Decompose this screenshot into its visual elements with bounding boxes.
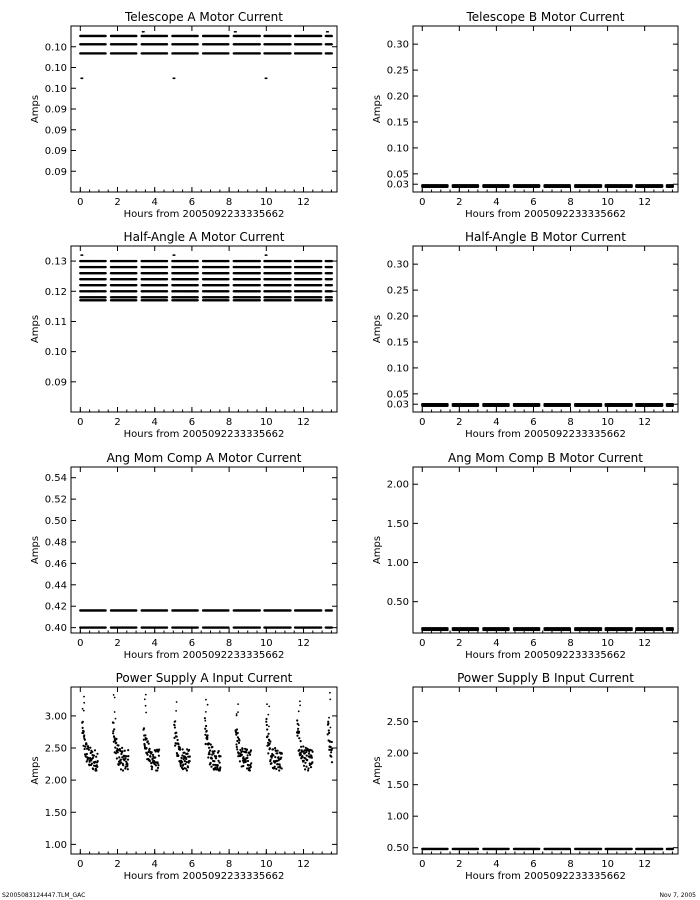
data-point xyxy=(197,266,199,268)
plot-frame xyxy=(413,246,678,412)
data-point xyxy=(331,284,333,286)
data-point xyxy=(331,272,333,274)
data-point xyxy=(166,284,168,286)
data-point xyxy=(135,266,137,268)
x-tick-label: 12 xyxy=(638,197,652,208)
y-tick-label: 0.54 xyxy=(44,473,67,485)
data-point xyxy=(320,260,322,262)
data-point xyxy=(507,405,509,407)
data-point xyxy=(259,266,261,268)
data-point xyxy=(331,290,333,292)
data-point xyxy=(135,284,137,286)
data-point xyxy=(174,254,176,256)
x-tick-label: 10 xyxy=(601,417,614,428)
y-tick-label: 0.03 xyxy=(386,179,409,191)
chart-title: Telescope A Motor Current xyxy=(125,10,283,24)
data-point xyxy=(227,296,229,298)
y-tick-label: 0.50 xyxy=(44,516,67,528)
data-point xyxy=(135,296,137,298)
x-tick-label: 6 xyxy=(530,417,537,428)
data-point xyxy=(259,260,261,262)
y-tick-label: 0.09 xyxy=(44,125,67,137)
data-point xyxy=(327,31,329,33)
data-point xyxy=(104,290,106,292)
data-point xyxy=(320,278,322,280)
data-point xyxy=(259,43,261,45)
y-tick-label: 0.25 xyxy=(386,285,409,297)
data-point xyxy=(227,35,229,37)
data-points xyxy=(421,184,674,188)
y-tick-label: 0.48 xyxy=(44,537,67,549)
data-point xyxy=(661,405,663,407)
data-points xyxy=(79,609,333,629)
data-point xyxy=(135,299,137,301)
data-point xyxy=(104,266,106,268)
data-point xyxy=(320,266,322,268)
data-point xyxy=(227,52,229,54)
x-axis-label: Hours from 2005092233335662 xyxy=(465,209,626,220)
x-tick-label: 8 xyxy=(567,417,574,428)
data-point xyxy=(104,299,106,301)
data-point xyxy=(166,299,168,301)
data-point xyxy=(289,266,291,268)
x-axis-label: Hours from 2005092233335662 xyxy=(123,209,285,220)
data-point xyxy=(320,35,322,37)
data-point xyxy=(289,299,291,301)
data-point xyxy=(166,266,168,268)
y-tick-label: 0.42 xyxy=(44,601,67,613)
x-axis-label: Hours from 2005092233335662 xyxy=(123,650,285,661)
x-tick-label: 4 xyxy=(493,197,500,208)
data-point xyxy=(477,186,479,188)
x-tick-label: 10 xyxy=(259,417,273,428)
data-point xyxy=(166,626,168,628)
data-point xyxy=(289,35,291,37)
y-tick-label: 0.44 xyxy=(44,580,67,592)
plot-frame xyxy=(71,26,337,192)
y-tick-label: 0.25 xyxy=(386,65,409,77)
chart-panel-2 xyxy=(372,10,678,220)
plot-frame xyxy=(413,26,678,192)
data-point xyxy=(166,260,168,262)
data-point xyxy=(166,609,168,611)
data-point xyxy=(166,290,168,292)
data-point xyxy=(104,52,106,54)
x-tick-label: 4 xyxy=(493,417,500,428)
data-point xyxy=(289,260,291,262)
data-point xyxy=(227,290,229,292)
data-point xyxy=(259,35,261,37)
x-tick-label: 4 xyxy=(151,638,158,649)
x-tick-label: 6 xyxy=(188,638,196,649)
y-tick-label: 0.09 xyxy=(44,146,67,157)
data-point xyxy=(320,284,322,286)
data-point xyxy=(320,272,322,274)
data-point xyxy=(259,52,261,54)
data-point xyxy=(331,52,333,54)
data-point xyxy=(320,52,322,54)
data-point xyxy=(289,290,291,292)
y-tick-label: 0.15 xyxy=(386,337,409,349)
y-tick-label: 0.30 xyxy=(386,39,409,51)
data-point xyxy=(331,299,333,301)
y-tick-label: 0.11 xyxy=(44,316,67,328)
data-point xyxy=(331,43,333,45)
data-point xyxy=(631,405,633,407)
y-tick-label: 0.09 xyxy=(44,377,67,389)
y-tick-label: 0.10 xyxy=(386,143,409,155)
y-axis-label: Amps xyxy=(30,535,41,565)
y-tick-label: 0.30 xyxy=(386,259,409,271)
data-point xyxy=(174,77,176,79)
data-point xyxy=(135,290,137,292)
data-point xyxy=(227,278,229,280)
x-tick-label: 4 xyxy=(151,197,158,208)
data-point xyxy=(259,272,261,274)
y-tick-label: 0.40 xyxy=(44,623,67,635)
data-point xyxy=(197,52,199,54)
data-point xyxy=(507,186,509,188)
x-tick-label: 0 xyxy=(77,638,84,649)
x-tick-label: 8 xyxy=(225,197,233,208)
data-point xyxy=(166,272,168,274)
x-tick-label: 6 xyxy=(188,197,196,208)
data-point xyxy=(672,186,674,188)
data-point xyxy=(320,299,322,301)
x-tick-label: 12 xyxy=(297,638,310,649)
x-tick-label: 0 xyxy=(77,197,84,208)
data-point xyxy=(320,290,322,292)
data-point xyxy=(197,284,199,286)
data-point xyxy=(331,260,333,262)
data-points xyxy=(79,31,333,79)
chart-panel-1 xyxy=(30,10,337,220)
y-tick-label: 0.09 xyxy=(44,166,67,178)
x-tick-label: 10 xyxy=(259,197,273,208)
data-point xyxy=(227,284,229,286)
x-tick-label: 12 xyxy=(638,417,652,428)
data-point xyxy=(227,260,229,262)
x-tick-label: 0 xyxy=(77,417,84,428)
y-tick-label: 0.09 xyxy=(44,104,67,116)
data-point xyxy=(661,186,663,188)
y-tick-label: 0.12 xyxy=(44,286,67,298)
data-point xyxy=(166,278,168,280)
data-point xyxy=(143,31,145,33)
chart-title: Half-Angle B Motor Current xyxy=(465,230,626,244)
y-tick-label: 0.20 xyxy=(386,311,409,323)
y-tick-label: 0.10 xyxy=(44,63,67,74)
plot-frame xyxy=(71,246,337,412)
data-point xyxy=(331,278,333,280)
data-point xyxy=(82,77,84,79)
data-point xyxy=(259,284,261,286)
data-point xyxy=(259,299,261,301)
data-point xyxy=(266,254,268,256)
data-point xyxy=(227,266,229,268)
data-point xyxy=(135,43,137,45)
data-point xyxy=(331,266,333,268)
x-tick-label: 8 xyxy=(567,197,574,208)
x-tick-label: 10 xyxy=(601,197,614,208)
data-points xyxy=(79,254,333,301)
data-point xyxy=(227,43,229,45)
data-point xyxy=(166,296,168,298)
data-point xyxy=(289,52,291,54)
y-tick-label: 0.46 xyxy=(44,558,67,570)
data-point xyxy=(135,278,137,280)
x-tick-label: 12 xyxy=(297,197,310,208)
y-tick-label: 0.10 xyxy=(44,83,67,95)
data-point xyxy=(331,296,333,298)
y-tick-label: 0.03 xyxy=(386,399,409,411)
data-point xyxy=(446,405,448,407)
data-point xyxy=(259,290,261,292)
y-axis-label: Amps xyxy=(30,94,41,124)
x-axis-label: Hours from 2005092233335662 xyxy=(465,429,626,440)
data-point xyxy=(227,272,229,274)
data-point xyxy=(320,43,322,45)
y-tick-label: 0.15 xyxy=(386,117,409,129)
data-point xyxy=(197,35,199,37)
x-tick-label: 0 xyxy=(419,417,426,428)
data-point xyxy=(135,272,137,274)
data-point xyxy=(166,43,168,45)
x-tick-label: 8 xyxy=(225,417,233,428)
y-axis-label: Amps xyxy=(30,314,41,344)
chart-title: Ang Mom Comp A Motor Current xyxy=(106,451,302,465)
data-point xyxy=(197,299,199,301)
data-point xyxy=(289,43,291,45)
data-point xyxy=(166,35,168,37)
x-tick-label: 4 xyxy=(151,417,158,428)
data-point xyxy=(600,186,602,188)
data-point xyxy=(104,278,106,280)
x-tick-label: 6 xyxy=(188,417,196,428)
y-axis-label: Amps xyxy=(372,94,383,124)
data-point xyxy=(259,278,261,280)
chart-title: Half-Angle A Motor Current xyxy=(123,230,285,244)
data-point xyxy=(135,260,137,262)
x-tick-label: 2 xyxy=(456,417,463,428)
data-point xyxy=(446,186,448,188)
data-point xyxy=(569,186,571,188)
data-point xyxy=(477,405,479,407)
data-point xyxy=(259,296,261,298)
y-tick-label: 0.10 xyxy=(44,42,67,54)
data-point xyxy=(104,626,106,628)
data-point xyxy=(631,186,633,188)
data-point xyxy=(104,609,106,611)
x-axis-label: Hours from 2005092233335662 xyxy=(123,429,285,440)
y-tick-label: 0.05 xyxy=(386,169,409,181)
x-tick-label: 2 xyxy=(114,417,121,428)
data-point xyxy=(289,272,291,274)
y-tick-label: 0.05 xyxy=(386,389,409,401)
data-point xyxy=(135,35,137,37)
y-tick-label: 0.10 xyxy=(386,363,409,375)
data-point xyxy=(569,405,571,407)
data-point xyxy=(104,296,106,298)
data-point xyxy=(104,272,106,274)
data-point xyxy=(197,272,199,274)
y-tick-label: 0.10 xyxy=(44,347,67,359)
data-point xyxy=(289,296,291,298)
data-point xyxy=(104,260,106,262)
data-point xyxy=(538,405,540,407)
data-point xyxy=(235,31,237,33)
plot-frame xyxy=(71,467,337,633)
data-point xyxy=(289,284,291,286)
data-point xyxy=(331,35,333,37)
x-tick-label: 2 xyxy=(456,197,463,208)
chart-panel-3 xyxy=(30,230,337,440)
data-point xyxy=(104,43,106,45)
data-point xyxy=(197,290,199,292)
x-tick-label: 2 xyxy=(114,197,121,208)
x-tick-label: 10 xyxy=(259,638,273,649)
chart-panel-5 xyxy=(30,451,337,661)
data-point xyxy=(82,254,84,256)
x-tick-label: 6 xyxy=(530,197,537,208)
data-point xyxy=(672,405,674,407)
chart-panel-4 xyxy=(372,230,678,440)
data-point xyxy=(289,278,291,280)
x-tick-label: 0 xyxy=(419,197,426,208)
data-point xyxy=(135,626,137,628)
x-tick-label: 12 xyxy=(297,417,310,428)
data-point xyxy=(197,278,199,280)
data-point xyxy=(600,405,602,407)
data-point xyxy=(166,52,168,54)
data-point xyxy=(197,43,199,45)
data-point xyxy=(197,260,199,262)
x-tick-label: 8 xyxy=(225,638,233,649)
data-point xyxy=(135,52,137,54)
data-point xyxy=(104,284,106,286)
x-tick-label: 2 xyxy=(114,638,121,649)
data-point xyxy=(266,77,268,79)
y-axis-label: Amps xyxy=(372,314,383,344)
data-point xyxy=(104,35,106,37)
y-tick-label: 0.52 xyxy=(44,494,67,506)
data-point xyxy=(320,296,322,298)
data-point xyxy=(135,609,137,611)
data-points xyxy=(421,403,674,407)
chart-title: Telescope B Motor Current xyxy=(466,10,625,24)
data-point xyxy=(538,186,540,188)
data-point xyxy=(227,299,229,301)
y-tick-label: 0.20 xyxy=(386,91,409,103)
y-tick-label: 0.13 xyxy=(44,256,67,268)
data-point xyxy=(197,296,199,298)
